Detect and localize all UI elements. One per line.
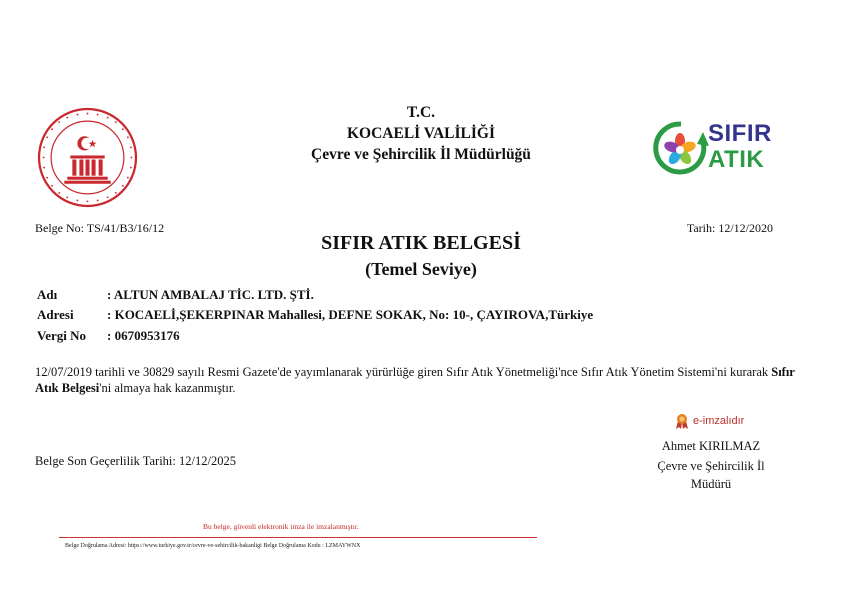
certificate-number: Belge No: TS/41/B3/16/12 xyxy=(35,221,165,235)
header-directorate: Çevre ve Şehircilik İl Müdürlüğü xyxy=(311,146,531,163)
e-signature-text: e-imzalıdır xyxy=(693,415,745,427)
tax-number-label: Vergi No xyxy=(37,328,86,343)
validity-date: Belge Son Geçerlilik Tarihi: 12/12/2025 xyxy=(35,454,236,468)
statement-bold: Sıfır Atık Belgesi xyxy=(35,365,795,395)
signer-name: Ahmet KIRILMAZ xyxy=(661,439,761,453)
zero-waste-logo-text-top: SIFIR xyxy=(708,120,772,147)
ribbon-badge-icon xyxy=(675,413,689,429)
statement-part-2: 'ni almaya hak kazanmıştır. xyxy=(99,381,236,395)
signer-title-line-1: Çevre ve Şehircilik İl xyxy=(657,459,765,473)
company-name-value: : ALTUN AMBALAJ TİC. LTD. ŞTİ. xyxy=(107,287,314,302)
footer-divider xyxy=(59,537,537,538)
header-governorship: KOCAELİ VALİLİĞİ xyxy=(346,125,496,142)
certificate-level: (Temel Seviye) xyxy=(365,259,477,279)
certificate-statement xyxy=(35,364,795,396)
tax-number-value: : 0670953176 xyxy=(107,328,180,343)
ministry-seal-icon xyxy=(37,107,138,208)
certificate-title: SIFIR ATIK BELGESİ xyxy=(321,232,521,254)
e-signature-note: Bu belge, güvenli elektronik imza ile imzalanmıştır. xyxy=(203,522,359,531)
signer-title-line-2: Müdürü xyxy=(690,477,732,491)
address-value: : KOCAELİ,ŞEKERPINAR Mahallesi, DEFNE SOKAK, No: 10-, ÇAYIROVA,Türkiye xyxy=(107,307,594,322)
header-tc: T.C. xyxy=(406,104,436,121)
address-label: Adresi xyxy=(37,307,74,322)
company-name-label: Adı xyxy=(37,287,58,302)
statement-part-1: 12/07/2019 tarihli ve 30829 sayılı Resmi Gazete'de yayımlanarak yürürlüğe giren Sıfır Atık Yönetmeliği'nce Sıfır Atık Yönetim Sistemi'ni kurarak xyxy=(35,365,772,379)
verification-address: Belge Doğrulama Adresi: https://www.turkiye.gov.tr/cevre-ve-sehircilik-bakanligi Belge Doğrulama Kodu : LZMAYWNX xyxy=(65,543,361,549)
issue-date: Tarih: 12/12/2020 xyxy=(686,221,773,235)
e-signature-badge xyxy=(675,413,744,429)
zero-waste-logo-text-bottom: ATIK xyxy=(708,146,765,173)
